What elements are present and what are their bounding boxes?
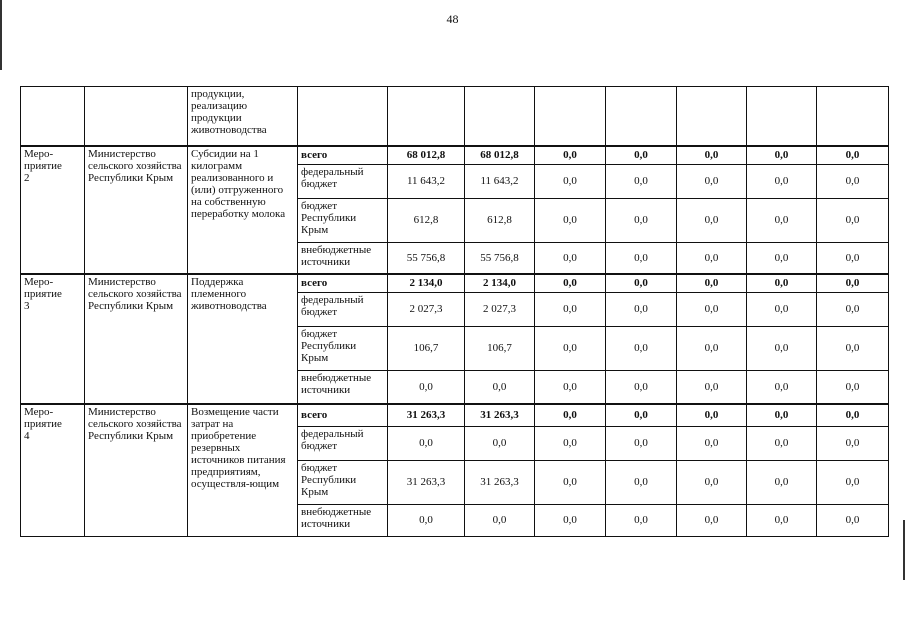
value-cell: 0,0 (677, 504, 747, 536)
value-cell: 0,0 (747, 504, 817, 536)
value-cell: 31 263,3 (388, 460, 465, 504)
value-cell (606, 87, 677, 147)
value-cell: 0,0 (677, 274, 747, 292)
value-cell (677, 87, 747, 147)
value-cell: 0,0 (535, 370, 606, 404)
value-cell: 0,0 (747, 326, 817, 370)
value-cell: 0,0 (677, 460, 747, 504)
continuation-row (21, 87, 889, 147)
value-cell (535, 87, 606, 147)
value-cell: 11 643,2 (388, 164, 465, 198)
description-cell: Поддержка племенного животноводства (188, 274, 298, 404)
value-cell: 0,0 (465, 370, 535, 404)
value-cell: 0,0 (677, 146, 747, 164)
value-cell: 0,0 (535, 504, 606, 536)
description-cell: Возмещение части затрат на приобретение резервных источников питания предприятиям, осуществля-ющим (188, 404, 298, 536)
value-cell: 0,0 (817, 164, 889, 198)
source-cell: всего (298, 146, 388, 164)
event-line: 4 (24, 430, 30, 442)
value-cell: 0,0 (817, 274, 889, 292)
value-cell: 0,0 (817, 146, 889, 164)
value-cell: 0,0 (747, 274, 817, 292)
source-cell: федеральный бюджет (298, 164, 388, 198)
source-cell: всего (298, 274, 388, 292)
value-cell (747, 87, 817, 147)
value-cell: 0,0 (677, 292, 747, 326)
value-cell: 11 643,2 (465, 164, 535, 198)
event-line: приятие (24, 288, 62, 300)
source-cell: внебюджетные источники (298, 504, 388, 536)
value-cell: 0,0 (606, 198, 677, 242)
value-cell: 0,0 (747, 164, 817, 198)
value-cell: 31 263,3 (465, 404, 535, 426)
value-cell: 0,0 (747, 426, 817, 460)
source-cell: федеральный бюджет (298, 292, 388, 326)
value-cell: 0,0 (606, 146, 677, 164)
value-cell: 0,0 (606, 242, 677, 274)
value-cell: 2 134,0 (388, 274, 465, 292)
value-cell: 0,0 (388, 370, 465, 404)
value-cell (817, 87, 889, 147)
value-cell: 2 027,3 (465, 292, 535, 326)
value-cell: 612,8 (465, 198, 535, 242)
executor-cell: Министерство сельского хозяйства Республики Крым (85, 404, 188, 536)
event-cell (21, 274, 85, 404)
event-line: приятие (24, 160, 62, 172)
event-cell (21, 404, 85, 536)
value-cell: 0,0 (747, 292, 817, 326)
value-cell: 0,0 (817, 326, 889, 370)
value-cell: 2 027,3 (388, 292, 465, 326)
value-cell: 0,0 (817, 460, 889, 504)
value-cell: 0,0 (465, 504, 535, 536)
value-cell: 0,0 (747, 370, 817, 404)
executor-cell: Министерство сельского хозяйства Республики Крым (85, 274, 188, 404)
value-cell: 0,0 (535, 164, 606, 198)
event-line: Меро- (24, 148, 54, 160)
value-cell: 31 263,3 (388, 404, 465, 426)
value-cell: 0,0 (817, 292, 889, 326)
value-cell: 55 756,8 (465, 242, 535, 274)
value-cell: 0,0 (535, 326, 606, 370)
value-cell: 0,0 (677, 242, 747, 274)
value-cell: 0,0 (747, 146, 817, 164)
value-cell: 0,0 (465, 426, 535, 460)
value-cell: 31 263,3 (465, 460, 535, 504)
program-financing-table (20, 86, 889, 537)
value-cell: 0,0 (535, 292, 606, 326)
value-cell: 0,0 (606, 370, 677, 404)
value-cell: 0,0 (606, 404, 677, 426)
total-row (21, 146, 889, 164)
value-cell: 0,0 (606, 164, 677, 198)
event-line: Меро- (24, 406, 54, 418)
value-cell: 0,0 (535, 198, 606, 242)
value-cell: 0,0 (535, 404, 606, 426)
value-cell: 0,0 (817, 198, 889, 242)
value-cell: 55 756,8 (388, 242, 465, 274)
value-cell: 0,0 (677, 404, 747, 426)
value-cell: 0,0 (747, 404, 817, 426)
event-line: 2 (24, 172, 30, 184)
value-cell: 0,0 (817, 404, 889, 426)
source-cell: бюджет Республики Крым (298, 460, 388, 504)
value-cell: 0,0 (677, 326, 747, 370)
executor-cell: Министерство сельского хозяйства Республики Крым (85, 146, 188, 274)
value-cell: 612,8 (388, 198, 465, 242)
description-cell: Субсидии на 1 килограмм реализованного и (или) отгруженного на собственную переработку молока (188, 146, 298, 274)
value-cell: 0,0 (535, 146, 606, 164)
value-cell: 0,0 (817, 370, 889, 404)
scan-edge-left (0, 0, 2, 70)
value-cell: 0,0 (606, 326, 677, 370)
value-cell: 68 012,8 (465, 146, 535, 164)
value-cell: 0,0 (677, 164, 747, 198)
table-body (21, 87, 889, 537)
value-cell: 0,0 (747, 198, 817, 242)
source-cell (298, 87, 388, 147)
value-cell: 0,0 (747, 460, 817, 504)
value-cell: 0,0 (817, 242, 889, 274)
value-cell: 106,7 (465, 326, 535, 370)
value-cell: 0,0 (535, 426, 606, 460)
value-cell: 2 134,0 (465, 274, 535, 292)
value-cell: 0,0 (677, 370, 747, 404)
value-cell: 68 012,8 (388, 146, 465, 164)
value-cell (465, 87, 535, 147)
value-cell: 0,0 (606, 460, 677, 504)
executor-cell (85, 87, 188, 147)
event-line: 3 (24, 300, 30, 312)
source-cell: всего (298, 404, 388, 426)
value-cell: 0,0 (606, 292, 677, 326)
value-cell: 0,0 (677, 198, 747, 242)
value-cell: 0,0 (747, 242, 817, 274)
event-cell (21, 87, 85, 147)
total-row (21, 274, 889, 292)
source-cell: внебюджетные источники (298, 242, 388, 274)
description-cell: продукции, реализацию продукции животноводства (188, 87, 298, 147)
event-line: Меро- (24, 276, 54, 288)
value-cell: 0,0 (677, 426, 747, 460)
value-cell: 0,0 (388, 504, 465, 536)
value-cell: 0,0 (606, 426, 677, 460)
value-cell: 0,0 (817, 504, 889, 536)
source-cell: бюджет Республики Крым (298, 326, 388, 370)
source-cell: внебюджетные источники (298, 370, 388, 404)
value-cell: 0,0 (535, 274, 606, 292)
source-cell: бюджет Республики Крым (298, 198, 388, 242)
value-cell: 106,7 (388, 326, 465, 370)
source-cell: федеральный бюджет (298, 426, 388, 460)
value-cell: 0,0 (535, 242, 606, 274)
value-cell: 0,0 (606, 274, 677, 292)
event-cell (21, 146, 85, 274)
value-cell: 0,0 (388, 426, 465, 460)
value-cell: 0,0 (606, 504, 677, 536)
value-cell (388, 87, 465, 147)
value-cell: 0,0 (817, 426, 889, 460)
total-row (21, 404, 889, 426)
value-cell: 0,0 (535, 460, 606, 504)
page-number: 48 (446, 12, 459, 26)
event-line: приятие (24, 418, 62, 430)
